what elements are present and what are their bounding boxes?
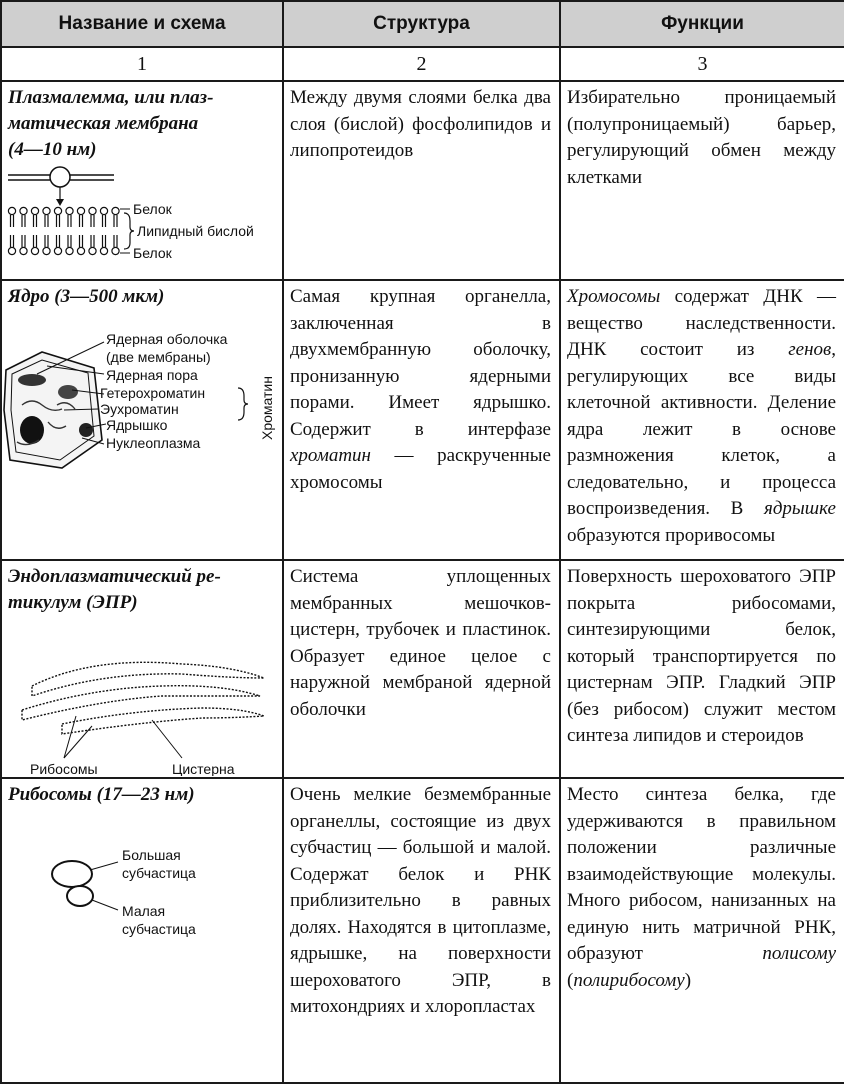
lipid-head — [54, 207, 61, 214]
lipid-tail — [68, 215, 71, 227]
er-diagram — [2, 616, 282, 776]
table-row — [1, 778, 844, 1083]
lipid-tail — [34, 235, 37, 247]
diagram-label-chromatin: Хроматин — [259, 376, 275, 440]
organelle-name-line: Эндоплазматический ре- — [8, 566, 221, 587]
diagram-label-envelope-note: (две мембраны) — [106, 349, 211, 365]
lipid-head — [77, 247, 84, 254]
diagram-label-pore: Ядерная пора — [106, 367, 198, 383]
lipid-head — [77, 207, 84, 214]
lipid-tail — [103, 215, 106, 227]
lipid-head — [100, 247, 107, 254]
lipid-tail — [80, 235, 83, 247]
organelle-name — [2, 561, 282, 616]
column-number-row — [1, 47, 844, 81]
membrane-diagram — [2, 163, 282, 263]
lipid-head — [89, 247, 96, 254]
structure-text: Между двумя слоями белка два слоя (бислой) фосфолипидов и липопротеидов — [290, 87, 551, 161]
lipid-head — [66, 207, 73, 214]
lipid-tail — [57, 235, 60, 247]
lipid-tail — [114, 235, 117, 247]
column-number: 2 — [283, 47, 560, 81]
structure-cell — [283, 280, 560, 560]
organelle-name-line: (4—10 нм) — [8, 139, 97, 160]
nucleus-diagram — [2, 310, 282, 490]
header-functions: Функции — [560, 1, 844, 47]
diagram-label-euchromatin: Эухроматин — [100, 401, 179, 417]
table-row — [1, 280, 844, 560]
lipid-tail — [68, 235, 71, 247]
function-cell — [560, 280, 844, 560]
column-number: 3 — [560, 47, 844, 81]
structure-text: Самая крупная органелла, заключенная в двухмембранную оболочку, пронизанную ядерными порами. Имеет ядрышко. Содержит в интерфазе хроматин — раскрученные хромосомы — [290, 286, 551, 493]
name-cell — [1, 560, 283, 778]
lipid-head — [66, 247, 73, 254]
lipid-tail — [45, 235, 48, 247]
lipid-tail — [11, 235, 14, 247]
lipid-head — [89, 207, 96, 214]
diagram-label-small-subunit: Малая — [122, 903, 166, 919]
diagram-label-nucleoplasm: Нуклеоплазма — [106, 435, 201, 451]
lipid-head — [8, 207, 15, 214]
lipid-head — [43, 207, 50, 214]
structure-text: Очень мелкие безмембранные органеллы, состоящие из двух субчастиц — большой и малой. Содержат белок и РНК приблизительно в равных долях. Находятся в цитоплазме, ядрышке, на поверхности шероховатого ЭПР, в митохондриях и хлоропластах — [290, 784, 551, 1017]
function-text: Поверхность шероховатого ЭПР покрыта рибосомами, синтезирующими белок, который транспортируется по цистернам ЭПР. Гладкий ЭПР (без рибосом) служит местом синтеза липидов и стероидов — [567, 566, 836, 746]
organelle-name: Ядро (3—500 мкм) — [8, 286, 165, 307]
lipid-tail — [80, 215, 83, 227]
lipid-head — [100, 207, 107, 214]
function-text: Место синтеза белка, где удерживаются в правильном положении различные взаимодействующие молекулы. Много рибосом, нанизанных на единую нить матричной РНК, образуют полисому (полирибосому) — [567, 784, 836, 991]
lipid-head — [31, 207, 38, 214]
structure-cell — [283, 81, 560, 280]
lipid-head — [112, 207, 119, 214]
header-structure: Структура — [283, 1, 560, 47]
diagram-label-lipid-bilayer: Липидный бислой — [137, 223, 254, 239]
name-cell — [1, 81, 283, 280]
lipid-tail — [91, 235, 94, 247]
column-number: 1 — [1, 47, 283, 81]
lipid-head — [20, 207, 27, 214]
function-cell — [560, 778, 844, 1083]
structure-cell — [283, 778, 560, 1083]
lipid-tail — [103, 235, 106, 247]
function-text: Хромосомы содержат ДНК — вещество наследственности. ДНК состоит из генов, регулирующих все виды клеточной активности. Деление ядра лежит в основе размножения клеток, а следовательно, и процесса воспроизведения. В ядрышке образуются проривосомы — [567, 286, 836, 546]
lipid-head — [20, 247, 27, 254]
diagram-label-cistern: Цистерна — [172, 761, 235, 776]
ribosome-diagram — [2, 808, 282, 958]
organelle-name-line: Плазмалемма, или плаз- — [8, 87, 214, 108]
name-cell — [1, 280, 283, 560]
diagram-label-heterochromatin: Гетерохроматин — [100, 385, 206, 401]
organelle-name-line: тикулум (ЭПР) — [8, 592, 138, 613]
structure-text: Система уплощенных мембранных мешочков-цистерн, трубочек и пластинок. Образует единое целое с наружной мембраной ядерной оболочки — [290, 566, 551, 720]
lipid-tail — [34, 215, 37, 227]
diagram-label-large-subunit: Большая — [122, 847, 181, 863]
table-row — [1, 560, 844, 778]
lipid-head — [43, 247, 50, 254]
organelle-name-line: матическая мембрана — [8, 113, 199, 134]
diagram-label-large-subunit: субчастица — [122, 865, 196, 881]
lipid-head — [8, 247, 15, 254]
structure-cell — [283, 560, 560, 778]
function-cell — [560, 81, 844, 280]
diagram-label-protein: Белок — [133, 201, 172, 217]
lipid-tail — [91, 215, 94, 227]
diagram-label-nucleolus: Ядрышко — [106, 417, 168, 433]
diagram-label-small-subunit: субчастица — [122, 921, 196, 937]
lipid-tail — [57, 215, 60, 227]
name-cell — [1, 778, 283, 1083]
lipid-tail — [11, 215, 14, 227]
diagram-label-ribosomes: Рибосомы — [30, 761, 98, 776]
lipid-tail — [22, 235, 25, 247]
diagram-label-envelope: Ядерная оболочка — [106, 331, 228, 347]
function-cell — [560, 560, 844, 778]
lipid-head — [31, 247, 38, 254]
lipid-tail — [114, 215, 117, 227]
header-row — [1, 1, 844, 47]
lipid-tail — [45, 215, 48, 227]
organelle-name — [2, 82, 282, 163]
header-name: Название и схема — [1, 1, 283, 47]
organelle-name: Рибосомы (17—23 нм) — [8, 784, 195, 805]
table-row — [1, 81, 844, 280]
lipid-head — [54, 247, 61, 254]
lipid-head — [112, 247, 119, 254]
function-text: Избирательно проницаемый (полупроницаемый) барьер, регулирующий обмен между клетками — [567, 87, 836, 188]
lipid-tail — [22, 215, 25, 227]
diagram-label-protein: Белок — [133, 245, 172, 261]
